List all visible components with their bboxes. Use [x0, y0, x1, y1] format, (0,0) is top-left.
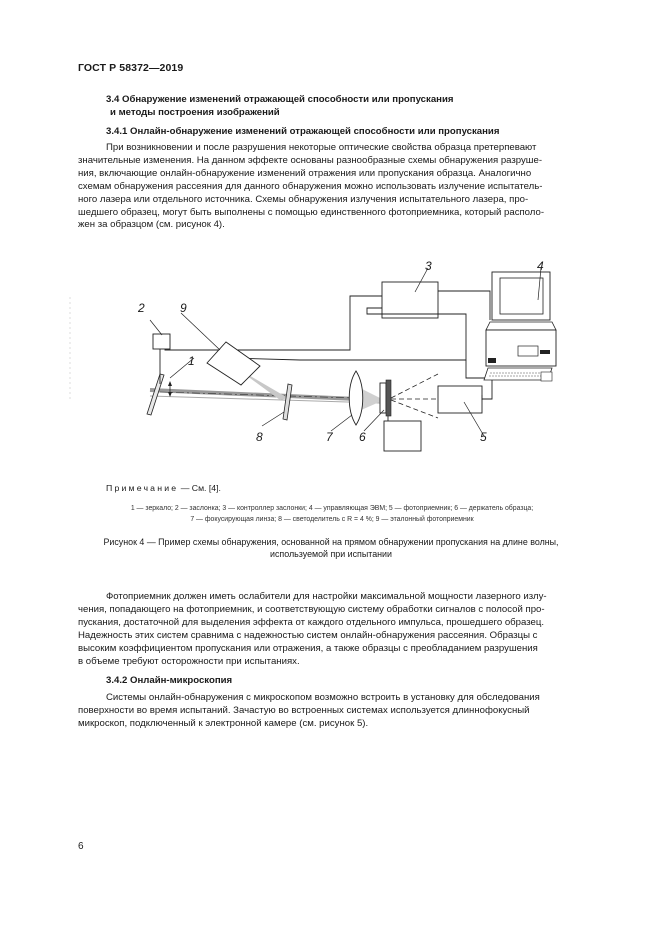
text-line: ния, включающие онлайн-обнаружение изменений отражения или пропускания образца. Аналогично: [78, 167, 532, 179]
label-reference-detector: 9: [180, 301, 187, 315]
legend-line: 7 — фокусирующая линза; 8 — светоделитель с R = 4 %; 9 — эталонный фотоприемник: [190, 515, 474, 523]
mirror: [147, 358, 194, 415]
label-photodetector: 5: [480, 430, 487, 444]
label-mirror: 1: [188, 354, 195, 368]
text-line: в объеме требуют осторожности при испытаниях.: [78, 655, 300, 667]
figure-note: [106, 483, 221, 493]
photodetector-to-computer-wire: [482, 379, 492, 399]
figure-legend: [78, 504, 586, 525]
label-lens: 7: [326, 430, 333, 444]
text-line: чения, попадающего на фотоприемник, и соответствующую систему обработки сигналов с полосой про-: [78, 603, 545, 615]
text-line: шедшего образец, могут быть выполнены с помощью единственного фотоприемника, который располо-: [78, 206, 545, 218]
shutter: [150, 320, 170, 384]
focusing-lens: [331, 371, 363, 431]
paragraph-photodetector: [78, 591, 586, 668]
text-line: Надежность этих систем сравнима с надежностью систем онлайн-обнаружения рассеяния. Образцы с: [78, 629, 538, 641]
text-line: поверхности во время испытаний. Зачастую во встроенных системах используется длиннофокусный: [78, 704, 530, 716]
label-controller: 3: [425, 259, 432, 273]
section-3-4-1-heading: 3.4.1 Онлайн-обнаружение изменений отражающей способности или пропускания: [106, 126, 500, 137]
note-text: — См. [4].: [178, 483, 221, 493]
note-label: Примечание: [106, 483, 179, 493]
sample-holder: [364, 380, 421, 451]
photodetector-box: [438, 386, 482, 413]
controller-to-shutter-wire: [165, 296, 382, 350]
text-line: Системы онлайн-обнаружения с микроскопом возможно встроить в установку для обследования: [106, 692, 540, 703]
section-3-4-2-paragraph: [78, 692, 586, 731]
shutter-controller-box: [382, 282, 438, 318]
figure-caption: [90, 537, 572, 560]
text-line: ного лазера или отдельного источника. Схемы обнаружения излучения испытательного лазера, про-: [78, 193, 529, 205]
text-line: пускания, достаточной для выделения эффекта от каждого отдельного импульса, прошедшего образец.: [78, 616, 545, 628]
text-line: схемам обнаружения рассеяния для данного обнаружения можно использовать излучение испытатель-: [78, 180, 543, 192]
controller-to-computer-wire: [438, 291, 490, 320]
page-number: 6: [78, 841, 84, 852]
caption-line: Рисунок 4 — Пример схемы обнаружения, основанной на прямом обнаружении пропускания на длине волны,: [103, 537, 559, 547]
document-header: ГОСТ Р 58372—2019: [78, 62, 184, 74]
reference-photodetector: [181, 313, 260, 385]
text-line: высоким коэффициентом пропускания или отражения, а также образцы с преобладанием разрушения: [78, 642, 538, 654]
section-3-4-heading-line1: 3.4 Обнаружение изменений отражающей способности или пропускания: [106, 94, 454, 105]
transmitted-beam: [391, 374, 438, 418]
label-shutter: 2: [138, 301, 145, 315]
control-computer: [484, 268, 556, 381]
section-3-4-2-heading: 3.4.2 Онлайн-микроскопия: [106, 675, 233, 686]
label-beam-splitter: 8: [256, 430, 263, 444]
caption-line: используемой при испытании: [270, 548, 392, 559]
label-sample-holder: 6: [359, 430, 366, 444]
legend-line: 1 — зеркало; 2 — заслонка; 3 — контроллер заслонки; 4 — управляющая ЭВМ; 5 — фотоприемник; 6 — держатель образца;: [130, 505, 534, 512]
text-line: значительные изменения. На данном эффекте основаны разнообразные схемы обнаружения разруше-: [78, 154, 543, 166]
reference-detector-wire: [230, 308, 466, 360]
text-line: При возникновении и после разрушения некоторые оптические свойства образца претерпевают: [106, 142, 537, 153]
label-computer: 4: [537, 259, 544, 273]
section-3-4-heading-line2: и методы построения изображений: [110, 106, 280, 118]
text-line: жен за образцом (см. рисунок 4).: [78, 219, 225, 231]
text-line: микроскоп, подключенный к электронной камере (см. рисунок 5).: [78, 717, 369, 729]
beam-splitter: [262, 384, 292, 426]
text-line: Фотоприемник должен иметь ослабители для настройки максимальной мощности лазерного излу-: [106, 591, 547, 602]
